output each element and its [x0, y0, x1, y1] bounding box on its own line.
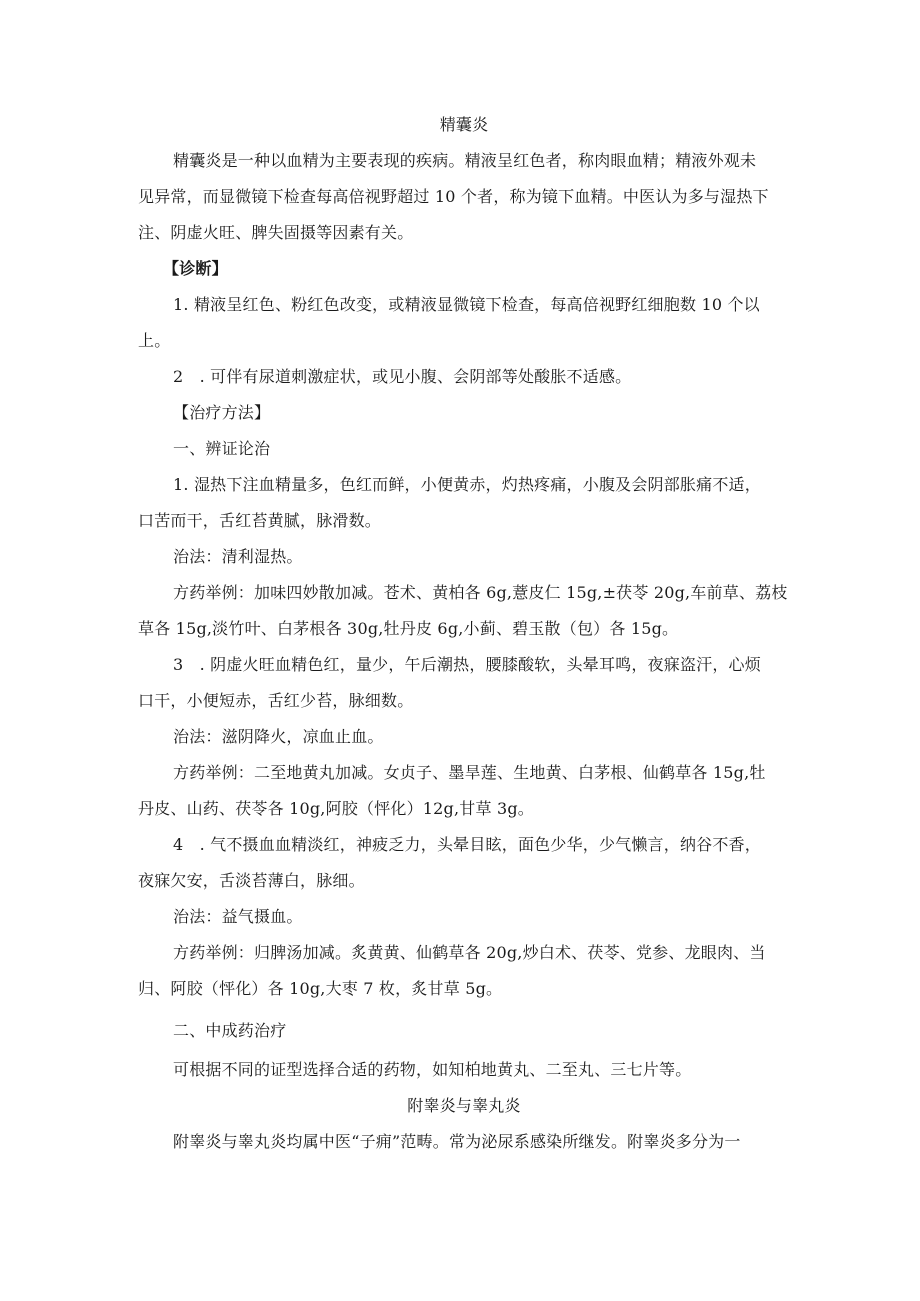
item-4-line-2: 夜寐欠安，舌淡苔薄白，脉细。 — [138, 871, 365, 890]
next-section-intro: 附睾炎与睾丸炎均属中医“子痈”范畴。常为泌尿系感染所继发。附睾炎多分为一 — [173, 1132, 741, 1151]
item-4-line-1: 4 . 气不摄血血精淡红，神疲乏力，头晕目眩，面色少华，少气懒言，纳谷不香， — [173, 835, 761, 854]
intro-line-1: 精囊炎是一种以血精为主要表现的疾病。精液呈红色者，称肉眼血精；精液外观未 — [173, 151, 757, 170]
item-4-recipe-line-2: 归、阿胶（怦化）各 10g,大枣 7 枚，炙甘草 5g。 — [138, 979, 503, 998]
item-4-recipe-line-1: 方药举例：归脾汤加减。炙黄黄、仙鹤草各 20g,炒白术、茯苓、党参、龙眼肉、当 — [173, 943, 766, 962]
section-2-heading: 二、中成药治疗 — [173, 1021, 287, 1040]
diagnosis-item-2: 2 . 可伴有尿道刺激症状，或见小腹、会阴部等处酸胀不适感。 — [173, 367, 632, 386]
item-3-method: 治法：滋阴降火，凉血止血。 — [173, 727, 384, 746]
item-3-recipe-line-2: 丹皮、山药、茯苓各 10g,阿胶（怦化）12g,甘草 3g。 — [138, 799, 534, 818]
item-1-recipe-line-1: 方药举例：加味四妙散加减。苍术、黄柏各 6g,薏皮仁 15g,±茯苓 20g,车前草、荔枝 — [173, 583, 788, 602]
diagnosis-heading: 【诊断】 — [163, 259, 228, 278]
treatment-heading: 【治疗方法】 — [173, 403, 271, 422]
page-title: 精囊炎 — [439, 115, 489, 134]
section-2-text: 可根据不同的证型选择合适的药物，如知柏地黄丸、二至丸、三七片等。 — [173, 1060, 692, 1079]
item-1-line-2: 口苦而干，舌红苔黄腻，脉滑数。 — [138, 511, 382, 530]
item-1-method: 治法：清利湿热。 — [173, 547, 303, 566]
next-section-title: 附睾炎与睾丸炎 — [407, 1096, 521, 1115]
section-1-heading: 一、辨证论治 — [173, 439, 271, 458]
item-1-recipe-line-2: 草各 15g,淡竹叶、白茅根各 30g,牡丹皮 6g,小蓟、碧玉散（包）各 15g。 — [138, 619, 679, 638]
item-3-line-1: 3 . 阴虚火旺血精色红，量少，午后潮热，腰膝酸软，头晕耳鸣，夜寐盗汗，心烦 — [173, 655, 761, 674]
item-3-line-2: 口干，小便短赤，舌红少苔，脉细数。 — [138, 691, 414, 710]
item-3-recipe-line-1: 方药举例：二至地黄丸加减。女贞子、墨旱莲、生地黄、白茅根、仙鹤草各 15g,牡 — [173, 763, 766, 782]
item-4-method: 治法：益气摄血。 — [173, 907, 303, 926]
intro-line-2: 见异常，而显微镜下检查每高倍视野超过 10 个者，称为镜下血精。中医认为多与湿热下 — [138, 187, 769, 206]
intro-line-3: 注、阴虚火旺、脾失固摄等因素有关。 — [138, 223, 414, 242]
item-1-line-1: 1. 湿热下注血精量多，色红而鲜，小便黄赤，灼热疼痛，小腹及会阴部胀痛不适， — [173, 475, 761, 494]
diagnosis-item-1-line-1: 1. 精液呈红色、粉红色改变，或精液显微镜下检查，每高倍视野红细胞数 10 个以 — [173, 295, 760, 314]
diagnosis-item-1-line-2: 上。 — [138, 331, 171, 350]
